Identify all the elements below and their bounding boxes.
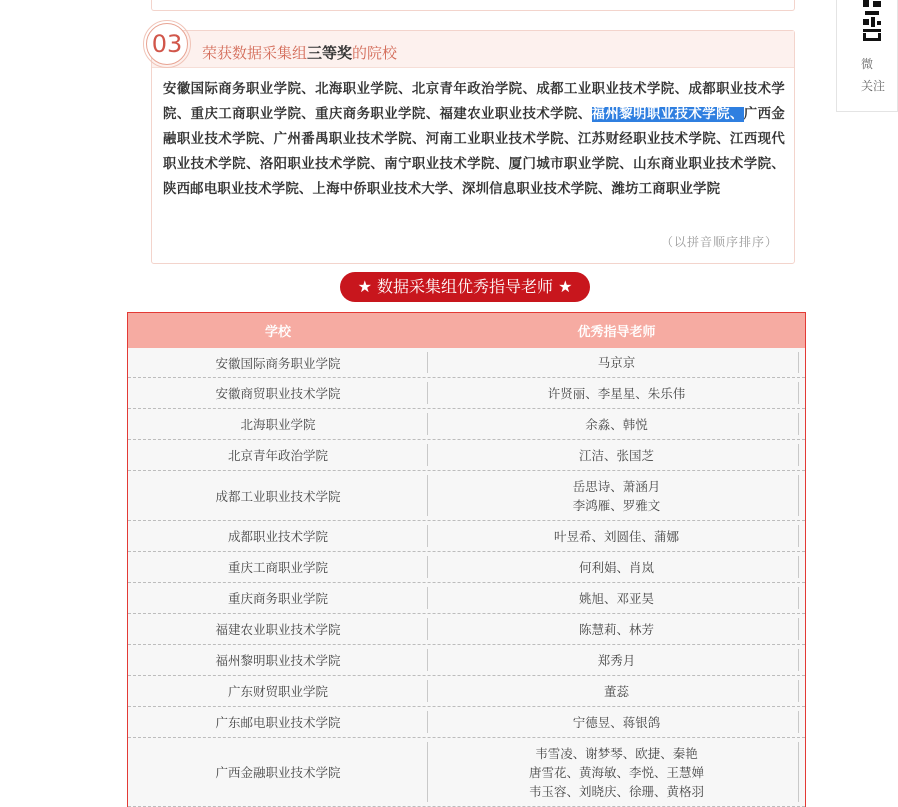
header-school: 学校 (264, 325, 291, 340)
school-cell: 北海职业学院 (128, 409, 428, 439)
section-title: 荣获数据采集组三等奖的院校 (202, 44, 398, 62)
teachers-cell (428, 471, 805, 520)
table-row (128, 707, 805, 738)
teacher-line: 陈慧莉、林芳 (578, 621, 654, 637)
teachers-cell (428, 645, 805, 675)
side-label-line2: 关注 (861, 79, 886, 93)
table-row (128, 738, 805, 807)
school-cell: 福州黎明职业技术学院 (128, 645, 428, 675)
school-cell: 广东财贸职业学院 (128, 676, 428, 706)
teachers-cell (428, 552, 805, 582)
teacher-line: 董蕊 (603, 683, 629, 699)
school-cell: 北京青年政治学院 (128, 440, 428, 470)
table-row (128, 409, 805, 440)
teachers-banner: ★ 数据采集组优秀指导老师 ★ (340, 272, 590, 302)
section-number: 03 (146, 23, 188, 65)
teacher-line: 江洁、张国芝 (578, 447, 654, 463)
table-row (128, 521, 805, 552)
winner-list-text: 安徽国际商务职业学院、北海职业学院、北京青年政治学院、成都工业职业技术学院、成都职业技术学院、重庆工商职业学院、重庆商务职业学院、福建农业职业技术学院、福州黎明职业技术学院、广西金融职业技术学院、广州番禺职业技术学院、河南工业职业技术学院、江苏财经职业技术学院、江西现代职业技术学院、洛阳职业技术学院、南宁职业技术学院、厦门城市职业学院、山东商业职业技术学院、陕西邮电职业技术学院、上海中侨职业技术大学、深圳信息职业技术学院、潍坊工商职业学院 (163, 82, 785, 197)
teacher-line: 叶昱希、刘圆佳、蒲娜 (553, 528, 679, 544)
table-row (128, 378, 805, 409)
school-cell: 安徽国际商务职业学院 (128, 348, 428, 377)
school-cell: 广东邮电职业技术学院 (128, 707, 428, 737)
school-cell: 安徽商贸职业技术学院 (128, 378, 428, 408)
header-teachers: 优秀指导老师 (577, 325, 656, 340)
teacher-line: 韦玉容、刘晓庆、徐珊、黄格羽 (528, 783, 704, 799)
table-row (128, 583, 805, 614)
teacher-line: 李鸿雁、罗雅文 (572, 497, 661, 513)
teacher-line: 唐雪花、黄海敏、李悦、王慧婵 (528, 764, 704, 780)
table-row (128, 645, 805, 676)
teachers-cell (428, 614, 805, 644)
teachers-cell (428, 348, 805, 377)
third-prize-header (152, 31, 794, 68)
teachers-cell (428, 583, 805, 613)
previous-section-card (151, 0, 795, 11)
table-row (128, 676, 805, 707)
teacher-line: 郑秀月 (597, 652, 636, 668)
teacher-line: 许贤丽、李星星、朱乐伟 (547, 385, 686, 401)
teachers-cell (428, 440, 805, 470)
teacher-line: 韦雪凌、谢梦琴、欧捷、秦艳 (535, 745, 698, 761)
table-row (128, 552, 805, 583)
table-header (128, 313, 805, 348)
school-cell: 成都职业技术学院 (128, 521, 428, 551)
teacher-line: 何利娟、肖岚 (578, 559, 654, 575)
teachers-table (127, 312, 806, 807)
sort-note: （以拼音顺序排序） (660, 235, 778, 249)
school-cell: 成都工业职业技术学院 (128, 471, 428, 520)
selected-text: 福州黎明职业技术学院、 (591, 107, 744, 122)
teachers-cell (428, 738, 805, 806)
teachers-cell (428, 409, 805, 439)
school-cell: 广西金融职业技术学院 (128, 738, 428, 806)
teacher-line: 宁德昱、蒋银鸽 (572, 714, 661, 730)
teachers-cell (428, 378, 805, 408)
school-cell: 重庆工商职业学院 (128, 552, 428, 582)
teacher-line: 岳思诗、萧涵月 (572, 478, 661, 494)
table-row (128, 348, 805, 378)
side-label-line1: 微 (861, 57, 874, 71)
teachers-cell (428, 521, 805, 551)
teachers-cell (428, 676, 805, 706)
qr-code-icon (863, 0, 881, 41)
table-row (128, 440, 805, 471)
table-body (128, 348, 805, 807)
table-row (128, 614, 805, 645)
teachers-cell (428, 707, 805, 737)
teacher-line: 余淼、韩悦 (585, 416, 648, 432)
prize-level: 三等奖 (307, 44, 353, 62)
teacher-line: 姚旭、邓亚昊 (578, 590, 654, 606)
side-follow-panel[interactable] (836, 0, 898, 112)
school-cell: 重庆商务职业学院 (128, 583, 428, 613)
third-prize-card (151, 30, 795, 264)
school-cell: 福建农业职业技术学院 (128, 614, 428, 644)
table-row (128, 471, 805, 521)
teacher-line: 马京京 (597, 355, 636, 370)
